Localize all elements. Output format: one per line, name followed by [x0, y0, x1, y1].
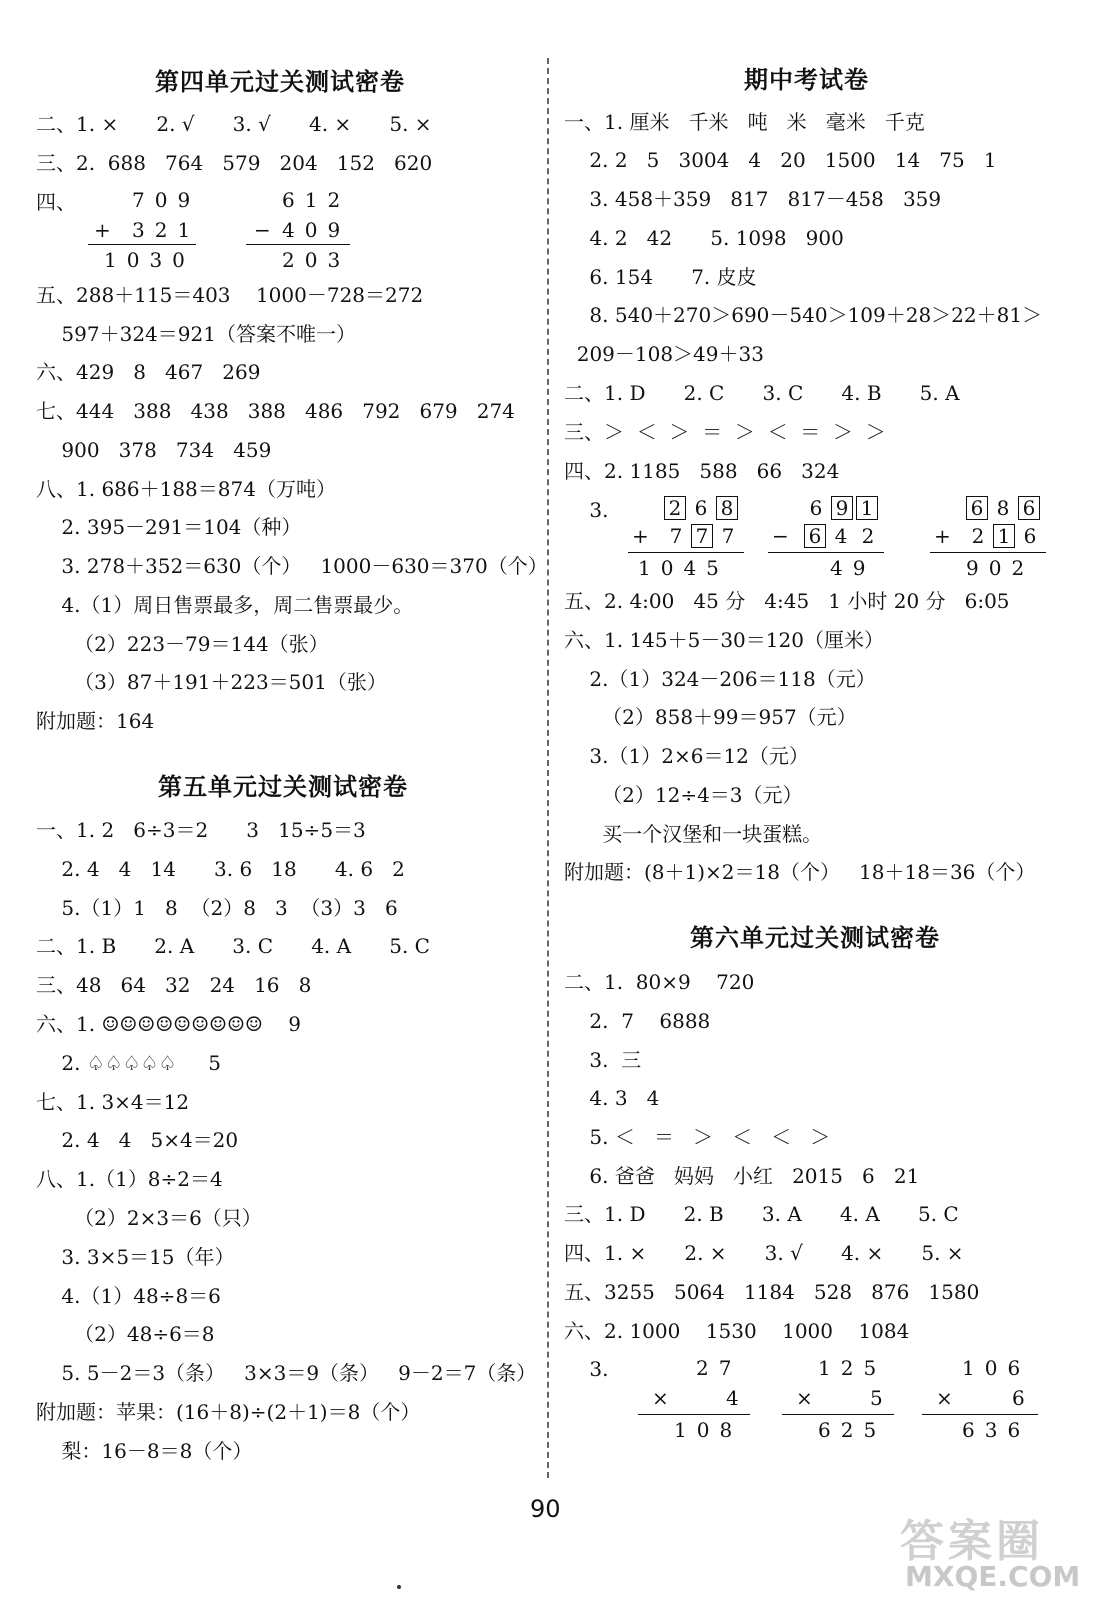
unit5-line-6-smileys: 六、1. ☺☺☺☺☺☺☺☺☺ 9 — [36, 1012, 301, 1036]
unit6-line-6: 6. 爸爸 妈妈 小红 2015 6 21 — [564, 1164, 920, 1188]
unit6-line-1: 二、1. 80×9 720 — [564, 970, 755, 994]
calc-rule — [922, 1414, 1038, 1415]
unit5-line-13: 4.（1）48÷8＝6 — [36, 1284, 221, 1308]
midterm-line-5: 6. 154 7. 皮皮 — [564, 265, 757, 289]
digit: 8 — [996, 496, 1010, 520]
midterm-line-11-prefix: 3. — [564, 498, 609, 522]
digit: 4 — [834, 524, 848, 548]
calc-second-number: 4 — [726, 1386, 749, 1410]
calc-top-number: 125 — [818, 1356, 887, 1380]
calc-second-number: 409 — [282, 218, 351, 242]
unit4-line-15: 附加题：164 — [36, 709, 155, 733]
midterm-line-19: 附加题：(8＋1)×2＝18（个） 18＋18＝36（个） — [564, 860, 1036, 884]
midterm-line-3: 3. 458＋359 817 817－458 359 — [564, 187, 942, 211]
page-dot — [397, 1585, 401, 1589]
calc-top-number — [664, 496, 741, 520]
midterm-boxed-subtraction — [768, 496, 888, 584]
calc-result: 1045 — [638, 556, 729, 580]
unit5-line-4: 二、1. B 2. A 3. C 4. A 5. C — [36, 934, 430, 958]
midterm-line-12: 五、2. 4:00 45 分 4:45 1 小时 20 分 6:05 — [564, 589, 1010, 613]
unit6-line-8: 四、1. × 2. × 3. √ 4. × 5. × — [564, 1241, 964, 1265]
calc-second-number: 6 — [1012, 1386, 1035, 1410]
unit4-vertical-subtraction — [246, 188, 356, 278]
midterm-line-2: 2. 2 5 3004 4 20 1500 14 75 1 — [564, 148, 997, 172]
calc-result: 108 — [674, 1418, 743, 1442]
unit6-vertical-multiplication-1 — [638, 1356, 753, 1446]
boxed-digit: 1 — [856, 496, 878, 520]
calc-top-number — [804, 496, 881, 520]
midterm-boxed-addition-1 — [628, 496, 748, 584]
calc-operator: × — [796, 1386, 823, 1410]
midterm-line-13: 六、1. 145＋5－30＝120（厘米） — [564, 628, 884, 652]
calc-top-number: 106 — [962, 1356, 1031, 1380]
midterm-line-1: 一、1. 厘米 千米 吨 米 毫米 千克 — [564, 110, 925, 134]
boxed-digit: 7 — [691, 524, 713, 548]
digit: 2 — [861, 524, 875, 548]
calc-top-number: 27 — [696, 1356, 742, 1380]
unit5-line-8: 七、1. 3×4＝12 — [36, 1090, 190, 1114]
unit4-line-7: 七、444 388 438 388 486 792 679 274 — [36, 399, 515, 423]
midterm-line-15: （2）858＋99＝957（元） — [564, 705, 857, 729]
unit4-line-11: 3. 278＋352＝630（个） 1000－630＝370（个） — [36, 554, 548, 578]
unit5-title: 第五单元过关测试密卷 — [158, 773, 408, 801]
calc-result: 203 — [282, 248, 351, 272]
calc-top-number: 709 — [132, 188, 201, 212]
calc-operator: − — [254, 218, 281, 242]
unit4-line-5: 597＋324＝921（答案不唯一） — [36, 322, 356, 346]
page-number: 90 — [530, 1495, 561, 1523]
unit5-line-12: 3. 3×5＝15（年） — [36, 1245, 235, 1269]
midterm-line-14: 2.（1）324－206＝118（元） — [564, 667, 876, 691]
unit6-line-9: 五、3255 5064 1184 528 876 1580 — [564, 1280, 980, 1304]
calc-rule — [88, 244, 196, 245]
calc-result: 902 — [966, 556, 1035, 580]
calc-second-number — [966, 524, 1045, 548]
unit5-line-5: 三、48 64 32 24 16 8 — [36, 973, 312, 997]
midterm-line-10: 四、2. 1185 588 66 324 — [564, 459, 840, 483]
calc-top-number — [966, 496, 1043, 520]
calc-operator: × — [936, 1386, 963, 1410]
unit6-vertical-multiplication-2 — [782, 1356, 897, 1446]
calc-second-number — [804, 524, 883, 548]
boxed-digit: 6 — [966, 496, 988, 520]
digit: 2 — [971, 524, 985, 548]
calc-operator: + — [934, 524, 961, 548]
watermark-logo — [860, 1505, 1080, 1595]
unit5-line-17: 梨：16－8＝8（个） — [36, 1439, 253, 1463]
unit5-line-2: 2. 4 4 14 3. 6 18 4. 6 2 — [36, 857, 405, 881]
boxed-digit: 9 — [831, 496, 853, 520]
midterm-line-6: 8. 540＋270＞690－540＞109＋28＞22＋81＞ — [564, 303, 1043, 327]
unit4-title: 第四单元过关测试密卷 — [155, 68, 405, 96]
unit5-line-10: 八、1.（1）8÷2＝4 — [36, 1167, 223, 1191]
midterm-title: 期中考试卷 — [744, 66, 869, 94]
calc-second-number: 321 — [132, 218, 201, 242]
unit5-line-14: （2）48÷6＝8 — [36, 1322, 215, 1346]
digit: 6 — [809, 496, 823, 520]
unit5-line-16: 附加题：苹果：(16＋8)÷(2＋1)＝8（个） — [36, 1400, 421, 1424]
unit4-line-13: （2）223－79＝144（张） — [36, 632, 329, 656]
unit4-line-10: 2. 395－291＝104（种） — [36, 515, 302, 539]
calc-operator: + — [632, 524, 659, 548]
unit6-line-7: 三、1. D 2. B 3. A 4. A 5. C — [564, 1202, 959, 1226]
calc-result: 636 — [962, 1418, 1031, 1442]
calc-rule — [246, 244, 350, 245]
unit6-line-10: 六、2. 1000 1530 1000 1084 — [564, 1319, 910, 1343]
boxed-digit: 8 — [716, 496, 738, 520]
calc-second-number: 5 — [870, 1386, 893, 1410]
midterm-line-7: 209－108＞49＋33 — [564, 342, 764, 366]
watermark-text: MXQE.COM — [905, 1560, 1081, 1593]
calc-operator: + — [94, 218, 121, 242]
unit5-line-9: 2. 4 4 5×4＝20 — [36, 1128, 239, 1152]
calc-operator: × — [652, 1386, 679, 1410]
watermark-glyphs: 答案圈 — [900, 1516, 1044, 1567]
unit4-line-2: 三、2. 688 764 579 204 152 620 — [36, 151, 433, 175]
calc-operator: − — [772, 524, 799, 548]
unit4-line-14: （3）87＋191＋223＝501（张） — [36, 670, 387, 694]
midterm-line-16: 3.（1）2×6＝12（元） — [564, 744, 809, 768]
midterm-line-18: 买一个汉堡和一块蛋糕。 — [564, 822, 823, 846]
boxed-digit: 6 — [804, 524, 826, 548]
calc-top-number: 612 — [282, 188, 351, 212]
midterm-line-17: （2）12÷4＝3（元） — [564, 783, 803, 807]
calc-second-number — [664, 524, 743, 548]
unit6-line-4: 4. 3 4 — [564, 1086, 660, 1110]
midterm-boxed-addition-2 — [930, 496, 1050, 584]
digit: 6 — [1023, 524, 1037, 548]
unit5-line-1: 一、1. 2 6÷3＝2 3 15÷5＝3 — [36, 818, 366, 842]
boxed-digit: 2 — [664, 496, 686, 520]
unit5-line-11: （2）2×3＝6（只） — [36, 1206, 262, 1230]
unit6-line-5: 5. ＜ ＝ ＞ ＜ ＜ ＞ — [564, 1125, 831, 1149]
right-column — [558, 0, 1100, 1600]
calc-rule — [768, 552, 884, 553]
boxed-digit: 1 — [993, 524, 1015, 548]
boxed-digit: 6 — [1018, 496, 1040, 520]
unit4-vertical-addition — [88, 188, 203, 278]
calc-result: 49 — [830, 556, 876, 580]
calc-result: 1030 — [104, 248, 195, 272]
digit: 7 — [669, 524, 683, 548]
unit4-line-1: 二、1. × 2. √ 3. √ 4. × 5. × — [36, 112, 432, 136]
unit6-line-3: 3. 三 — [564, 1048, 642, 1072]
unit4-line-8: 900 378 734 459 — [36, 438, 272, 462]
left-column — [0, 0, 548, 1600]
unit4-line-6: 六、429 8 467 269 — [36, 360, 261, 384]
digit: 7 — [721, 524, 735, 548]
unit6-title: 第六单元过关测试密卷 — [690, 924, 940, 952]
unit4-line-9: 八、1. 686＋188＝874（万吨） — [36, 477, 336, 501]
calc-rule — [628, 552, 744, 553]
column-divider — [547, 58, 549, 1478]
digit: 6 — [694, 496, 708, 520]
midterm-line-4: 4. 2 42 5. 1098 900 — [564, 226, 844, 250]
calc-rule — [782, 1414, 894, 1415]
calc-rule — [930, 552, 1046, 553]
unit6-line-11-prefix: 3. — [564, 1357, 609, 1381]
unit5-line-15: 5. 5－2＝3（条） 3×3＝9（条） 9－2＝7（条） — [36, 1361, 537, 1385]
unit4-line-4: 五、288＋115＝403 1000－728＝272 — [36, 283, 424, 307]
calc-result: 625 — [818, 1418, 887, 1442]
calc-rule — [638, 1414, 750, 1415]
unit4-line-3-prefix: 四、 — [36, 190, 76, 214]
unit5-line-3: 5.（1）1 8 （2）8 3 （3）3 6 — [36, 896, 398, 920]
midterm-line-8: 二、1. D 2. C 3. C 4. B 5. A — [564, 381, 960, 405]
midterm-line-9: 三、＞ ＜ ＞ ＝ ＞ ＜ ＝ ＞ ＞ — [564, 420, 886, 444]
unit6-line-2: 2. 7 6888 — [564, 1009, 711, 1033]
unit5-line-7-peaches: 2. ♤♤♤♤♤ 5 — [36, 1051, 222, 1075]
unit4-line-12: 4.（1）周日售票最多，周二售票最少。 — [36, 593, 414, 617]
unit6-vertical-multiplication-3 — [922, 1356, 1042, 1446]
